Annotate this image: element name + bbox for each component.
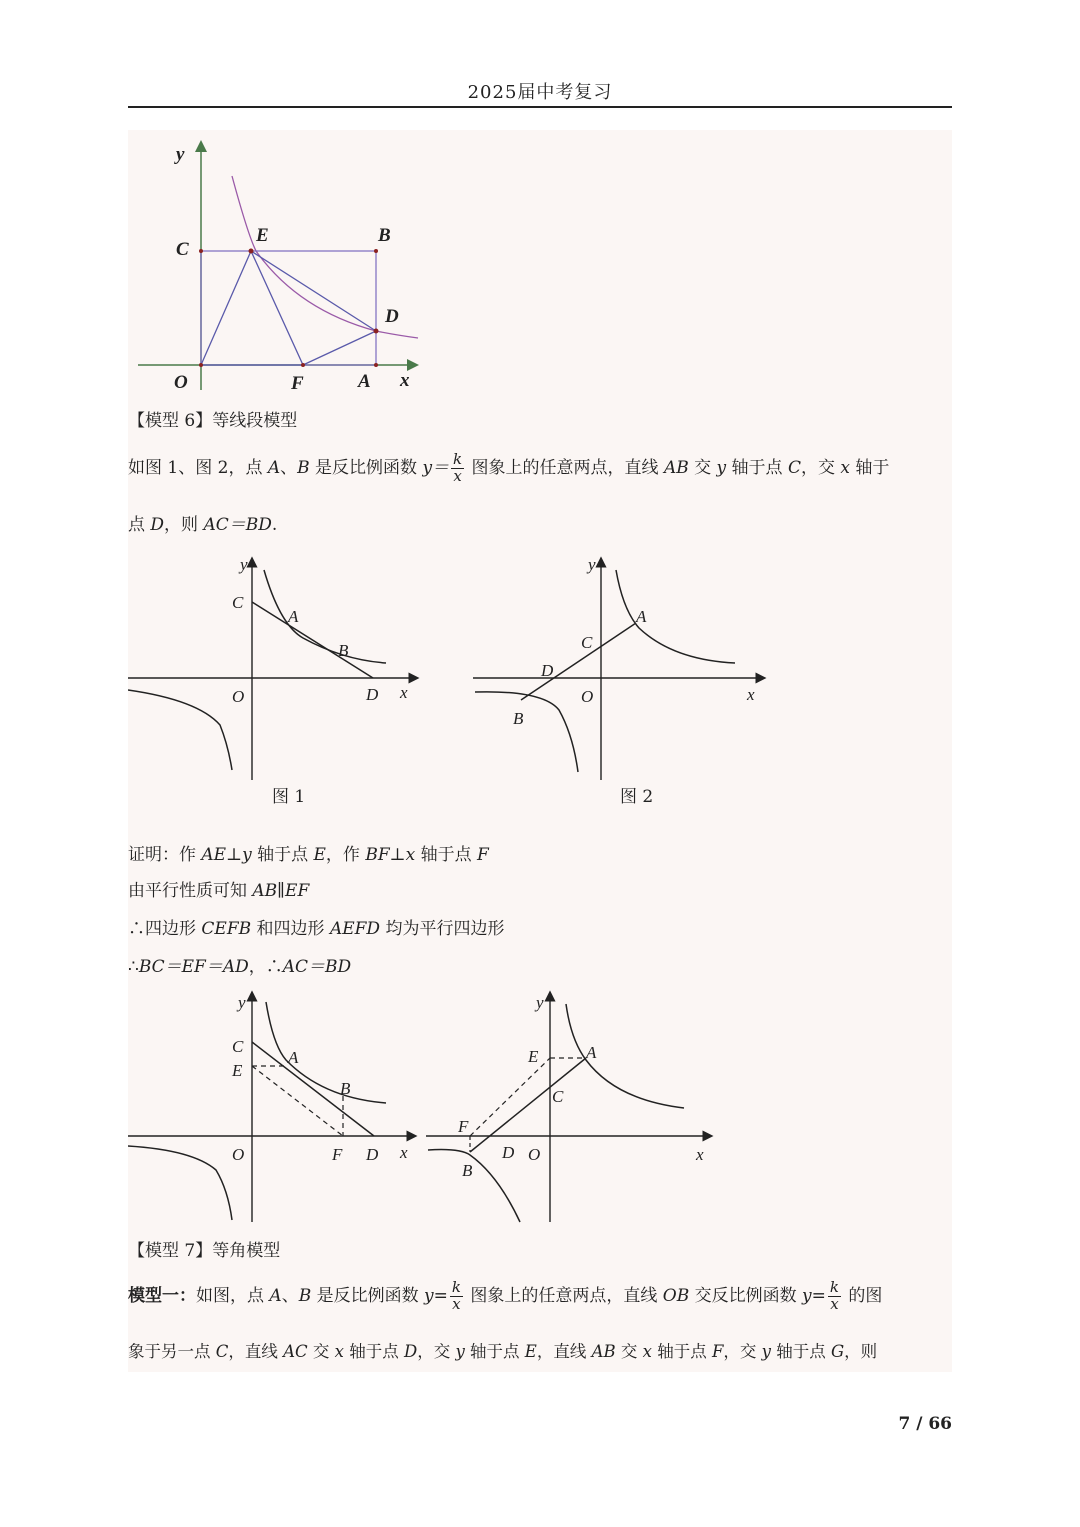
line-AB bbox=[470, 1058, 586, 1152]
model6-heading: 【模型 6】等线段模型 bbox=[128, 411, 298, 431]
fraction-k-over-x: $\frac{k}{x}$ bbox=[829, 1278, 839, 1313]
model7-paragraph-line1: 模型一：如图，点 A、B 是反比例函数 y= $\frac{k}{x}$ 图象上的任意两点，直线 OB 交反比例函数 y= $\frac{k}{x}$ 的图 bbox=[128, 1278, 883, 1313]
point-B bbox=[374, 249, 378, 253]
header-title: 2025届中考复习 bbox=[467, 82, 613, 103]
svg-text:B: B bbox=[340, 1079, 351, 1098]
svg-text:E: E bbox=[232, 1061, 243, 1080]
hyperbola-branch-q1 bbox=[566, 1004, 684, 1108]
svg-text:y: y bbox=[238, 993, 246, 1012]
point-D bbox=[374, 329, 379, 334]
svg-text:A: A bbox=[288, 1048, 299, 1067]
svg-text:x: x bbox=[400, 1143, 408, 1162]
svg-text:A: A bbox=[636, 607, 647, 626]
model6-paragraph-line2: 点 D，则 AC＝BD. bbox=[128, 515, 278, 535]
hyperbola-branch-q3 bbox=[128, 1146, 232, 1220]
hyperbola-branch-q1 bbox=[616, 570, 735, 663]
svg-text:D: D bbox=[502, 1143, 515, 1162]
line-AB bbox=[521, 623, 636, 700]
figure-1-caption: 图 1 bbox=[272, 787, 306, 807]
svg-text:A: A bbox=[586, 1043, 597, 1062]
model7-heading: 【模型 7】等角模型 bbox=[128, 1241, 281, 1261]
svg-text:B: B bbox=[462, 1161, 473, 1180]
line-CD bbox=[252, 602, 373, 678]
svg-text:A: A bbox=[288, 607, 299, 626]
header-rule bbox=[128, 106, 952, 108]
label-C: C bbox=[176, 239, 189, 260]
svg-text:C: C bbox=[232, 1037, 244, 1056]
svg-text:F: F bbox=[332, 1145, 343, 1164]
figure-2 bbox=[473, 550, 773, 810]
label-x: x bbox=[400, 370, 410, 391]
point-E bbox=[249, 249, 254, 254]
point-C bbox=[199, 249, 203, 253]
svg-text:B: B bbox=[338, 641, 349, 660]
svg-text:x: x bbox=[696, 1145, 704, 1164]
svg-text:x: x bbox=[747, 685, 755, 704]
triangle-OEF bbox=[201, 251, 303, 365]
svg-text:O: O bbox=[581, 687, 594, 706]
point-O bbox=[199, 363, 203, 367]
svg-text:C: C bbox=[552, 1087, 564, 1106]
model7-paragraph-line2: 象于另一点 C，直线 AC 交 x 轴于点 D，交 y 轴于点 E，直线 AB 交 x 轴于点 F，交 y 轴于点 G，则 bbox=[128, 1342, 878, 1361]
proof-line2: 由平行性质可知 AB∥EF bbox=[128, 881, 310, 901]
figure-2-caption: 图 2 bbox=[620, 787, 654, 807]
figure-1 bbox=[128, 550, 428, 810]
svg-text:x: x bbox=[400, 683, 408, 702]
hyperbola-branch-q3 bbox=[475, 692, 578, 772]
label-A: A bbox=[358, 371, 371, 392]
hyperbola-branch-q1 bbox=[266, 1002, 386, 1103]
svg-text:y: y bbox=[240, 555, 248, 574]
proof-line4: ∴BC＝EF＝AD，∴AC＝BD bbox=[128, 957, 352, 977]
svg-text:y: y bbox=[536, 993, 544, 1012]
proof-line3: ∴四边形 CEFB 和四边形 AEFD 均为平行四边形 bbox=[128, 919, 505, 939]
svg-text:C: C bbox=[581, 633, 593, 652]
line-CD bbox=[252, 1042, 374, 1136]
label-y: y bbox=[176, 144, 185, 165]
hyperbola-branch-q3 bbox=[128, 690, 232, 770]
label-O: O bbox=[174, 372, 188, 393]
svg-text:D: D bbox=[366, 1145, 379, 1164]
hyperbola-branch-q1 bbox=[264, 570, 386, 663]
figure-rectangle-hyperbola bbox=[128, 130, 428, 400]
page-content bbox=[128, 130, 952, 1372]
svg-text:D: D bbox=[541, 661, 554, 680]
svg-text:y: y bbox=[588, 555, 596, 574]
svg-text:B: B bbox=[513, 709, 524, 728]
fraction-k-over-x: $\frac{k}{x}$ bbox=[451, 1278, 461, 1313]
label-E: E bbox=[256, 225, 269, 246]
svg-text:O: O bbox=[232, 687, 245, 706]
svg-text:E: E bbox=[528, 1047, 539, 1066]
svg-text:O: O bbox=[232, 1145, 245, 1164]
svg-text:O: O bbox=[528, 1145, 541, 1164]
label-B: B bbox=[378, 225, 391, 246]
proof-line1: 证明：作 AE⊥y 轴于点 E，作 BF⊥x 轴于点 F bbox=[128, 845, 489, 865]
figure-3 bbox=[128, 990, 428, 1230]
figure-4 bbox=[426, 990, 726, 1230]
rectangle-OABC bbox=[201, 251, 376, 365]
model6-paragraph-line1: 如图 1、图 2，点 A、B 是反比例函数 y＝ $\frac{k}{x}$ 图象上的任意两点，直线 AB 交 y 轴于点 C，交 x 轴于 bbox=[128, 450, 890, 485]
svg-text:C: C bbox=[232, 593, 244, 612]
point-F bbox=[301, 363, 305, 367]
label-F: F bbox=[291, 373, 304, 394]
fraction-k-over-x: $\frac{k}{x}$ bbox=[453, 450, 463, 485]
page-number: 7 / 66 bbox=[898, 1414, 952, 1434]
point-A bbox=[374, 363, 378, 367]
label-D: D bbox=[385, 306, 399, 327]
svg-text:D: D bbox=[366, 685, 379, 704]
svg-text:F: F bbox=[458, 1117, 469, 1136]
